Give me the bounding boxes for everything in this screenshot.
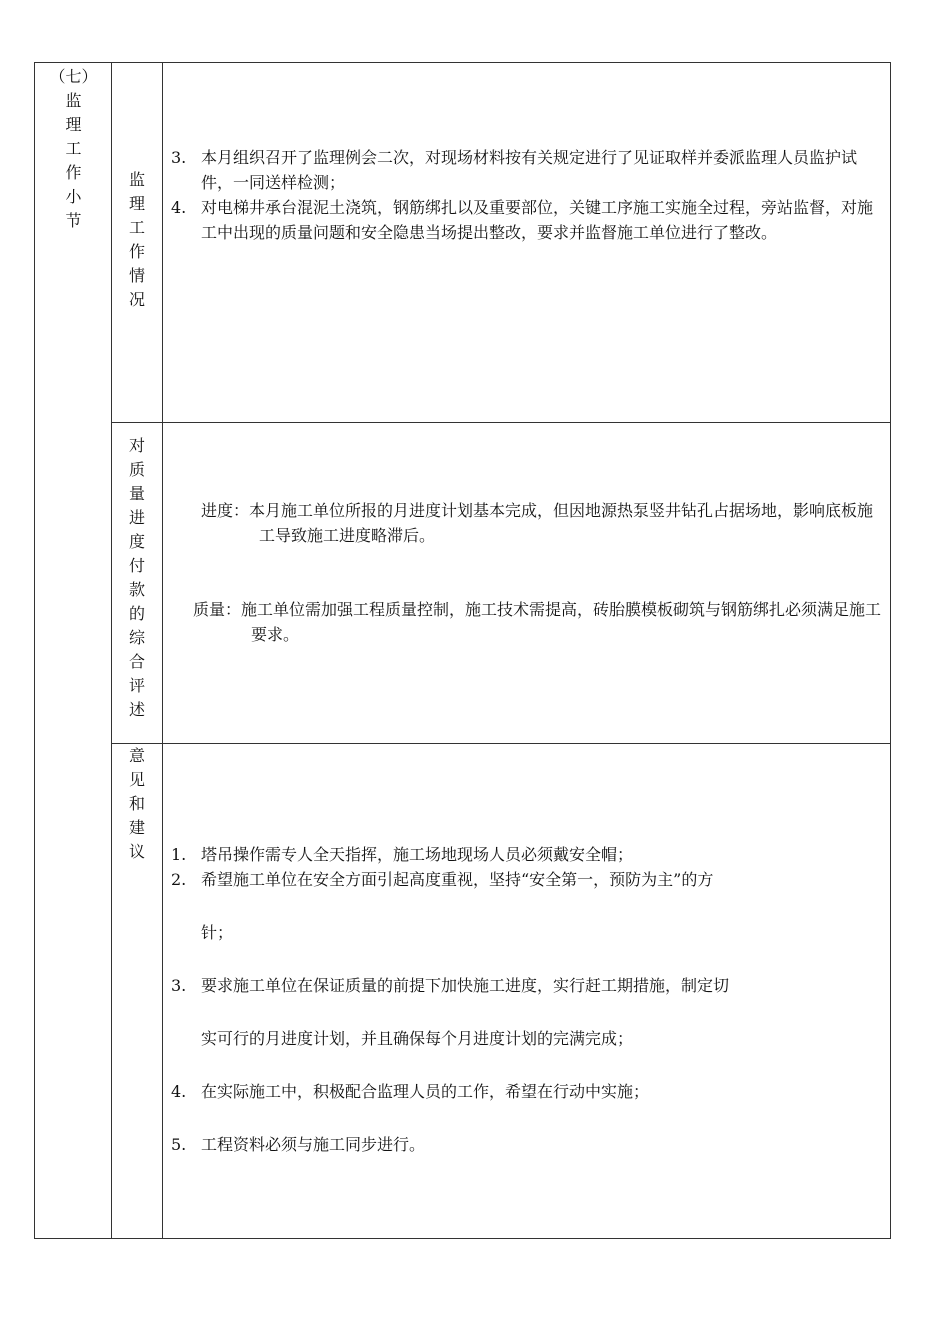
heading-char: 量 <box>128 484 145 503</box>
heading-char: 工 <box>128 218 145 237</box>
heading-char: 付 <box>128 556 145 575</box>
list-item <box>171 1132 882 1157</box>
list-item <box>171 195 882 245</box>
advice-heading <box>112 744 163 1238</box>
list-number: 4. <box>171 198 187 217</box>
advice-row <box>112 744 890 1238</box>
section-title-char: 小 <box>65 187 82 206</box>
list-item <box>171 145 882 195</box>
heading-char: 述 <box>128 700 145 719</box>
heading-char: 对 <box>128 436 145 455</box>
list-number: 5. <box>171 1135 187 1154</box>
section-title-char: 监 <box>65 91 82 110</box>
list-text: 工程资料必须与施工同步进行。 <box>201 1135 426 1154</box>
work-status-row <box>112 63 890 423</box>
list-text: 本月组织召开了监理例会二次，对现场材料按有关规定进行了见证取样并委派监理人员监护试件，一同送样检测； <box>201 148 858 192</box>
list-text: 希望施工单位在安全方面引起高度重视，坚持“安全第一，预防为主”的方 <box>201 870 714 889</box>
section-title-char: 节 <box>65 211 82 230</box>
heading-char: 建 <box>128 818 145 837</box>
list-number: 3. <box>171 148 187 167</box>
list-number: 2. <box>171 870 187 889</box>
list-text: 实可行的月进度计划，并且确保每个月进度计划的完满完成； <box>201 1029 634 1048</box>
list-item-continuation <box>171 1026 882 1051</box>
work-status-list <box>171 145 882 245</box>
heading-char: 进 <box>128 508 145 527</box>
list-item <box>171 1079 882 1104</box>
list-text: 在实际施工中，积极配合监理人员的工作，希望在行动中实施； <box>201 1082 650 1101</box>
review-heading <box>112 423 163 743</box>
heading-char: 作 <box>128 242 145 261</box>
list-text: 塔吊操作需专人全天指挥，施工场地现场人员必须戴安全帽； <box>201 845 634 864</box>
heading-char: 见 <box>128 770 145 789</box>
section-title <box>35 65 112 233</box>
heading-char: 款 <box>128 580 145 599</box>
heading-char: 的 <box>128 604 145 623</box>
heading-char: 理 <box>128 194 145 213</box>
section-title-char: （七） <box>49 67 98 86</box>
heading-char: 质 <box>128 460 145 479</box>
heading-char: 和 <box>128 794 145 813</box>
quality-label: 质量： <box>193 600 242 619</box>
list-number: 1. <box>171 845 187 864</box>
list-text: 对电梯井承台混泥土浇筑，钢筋绑扎以及重要部位，关键工序施工实施全过程，旁站监督，对施工中出现的质量问题和安全隐患当场提出整改，要求并监督施工单位进行了整改。 <box>201 198 874 242</box>
list-number: 4. <box>171 1082 187 1101</box>
progress-text: 本月施工单位所报的月进度计划基本完成，但因地源热泵竖井钻孔占据场地，影响底板施工导致施工进度略滞后。 <box>249 501 874 545</box>
heading-char: 合 <box>128 652 145 671</box>
review-row <box>112 423 890 744</box>
list-text: 要求施工单位在保证质量的前提下加快施工进度，实行赶工期措施，制定切 <box>201 976 730 995</box>
advice-content <box>163 744 890 1238</box>
list-item <box>171 867 882 892</box>
list-item <box>171 842 882 867</box>
list-item-continuation <box>171 920 882 945</box>
heading-char: 议 <box>128 842 145 861</box>
progress-label: 进度： <box>201 501 250 520</box>
work-status-heading <box>112 63 163 422</box>
heading-char: 评 <box>128 676 145 695</box>
heading-char: 情 <box>128 266 145 285</box>
supervision-summary-table <box>34 62 891 1239</box>
heading-char: 度 <box>128 532 145 551</box>
section-title-char: 理 <box>65 115 82 134</box>
review-content <box>163 423 890 743</box>
work-status-content <box>163 63 890 422</box>
section-title-char: 作 <box>65 163 82 182</box>
progress-paragraph <box>201 498 882 548</box>
list-text: 针； <box>201 923 234 942</box>
list-number: 3. <box>171 976 187 995</box>
quality-text: 施工单位需加强工程质量控制，施工技术需提高，砖胎膜模板砌筑与钢筋绑扎必须满足施工要求。 <box>241 600 882 644</box>
advice-list <box>171 842 882 1157</box>
heading-char: 意 <box>128 746 145 765</box>
quality-paragraph <box>193 597 882 647</box>
heading-char: 综 <box>128 628 145 647</box>
section-column <box>35 63 112 1238</box>
list-item <box>171 973 882 998</box>
section-title-char: 工 <box>65 139 82 158</box>
heading-char: 监 <box>128 170 145 189</box>
heading-char: 况 <box>128 290 145 309</box>
